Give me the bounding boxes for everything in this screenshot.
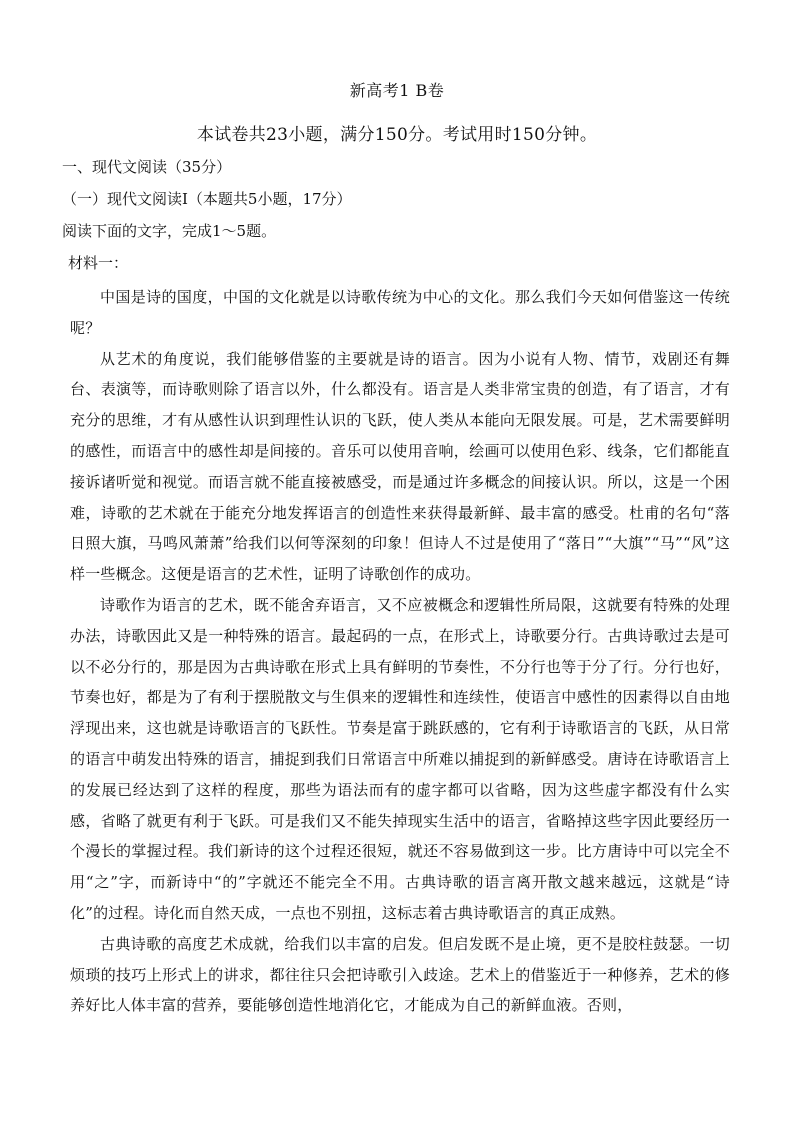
section-heading: 一、现代文阅读（35分） xyxy=(62,158,232,176)
subsection-heading: （一）现代文阅读Ⅰ（本题共5小题，17分） xyxy=(62,190,352,208)
exam-title: 新高考1 B卷 xyxy=(349,81,445,100)
passage-paragraph-4: 古典诗歌的高度艺术成就，给我们以丰富的启发。但启发既不是止境，更不是胶柱鼓瑟。一切烦琐的技巧上形式上的讲求，都往往只会把诗歌引入歧途。艺术上的借鉴近于一种修养，艺术的修养好比人体丰富的营养，要能够创造性地消化它，才能成为自己的新鲜血液。否则， xyxy=(70,934,730,1015)
material-label: 材料一： xyxy=(68,254,129,272)
passage-paragraph-3: 诗歌作为语言的艺术，既不能舍弃语言，又不应被概念和逻辑性所局限，这就要有特殊的处理办法，诗歌因此又是一种特殊的语言。最起码的一点，在形式上，诗歌要分行。古典诗歌过去是可以不必分行的，那是因为古典诗歌在形式上具有鲜明的节奏性，不分行也等于分了行。分行也好，节奏也好，都是为了有利于摆脱散文与生俱来的逻辑性和连续性，使语言中感性的因素得以自由地浮现出来，这也就是诗歌语言的飞跃性。节奏是富于跳跃感的，它有利于诗歌语言的飞跃，从日常的语言中萌发出特殊的语言，捕捉到我们日常语言中所难以捕捉到的新鲜感受。唐诗在诗歌语言上的发展已经达到了这样的程度，那些为语法而有的虚字都可以省略，因为这些虚字都没有什么实感，省略了就更有利于飞跃。可是我们又不能失掉现实生活中的语言，省略掉这些字因此要经历一个漫长的掌握过程。我们新诗的这个过程还很短，就还不容易做到这一步。比方唐诗中可以完全不用“之”字，而新诗中“的”字就还不能完全不用。古典诗歌的语言离开散文越来越远，这就是“诗化”的过程。诗化而自然天成，一点也不别扭，这标志着古典诗歌语言的真正成熟。 xyxy=(70,595,730,922)
reading-instruction: 阅读下面的文字，完成1～5题。 xyxy=(62,222,277,240)
exam-subtitle: 本试卷共23小题，满分150分。考试用时150分钟。 xyxy=(196,125,598,145)
reading-passage xyxy=(70,282,730,1021)
passage-paragraph-2: 从艺术的角度说，我们能够借鉴的主要就是诗的语言。因为小说有人物、情节，戏剧还有舞台、表演等，而诗歌则除了语言以外，什么都没有。语言是人类非常宝贵的创造，有了语言，才有充分的思维，才有从感性认识到理性认识的飞跃，使人类从本能向无限发展。可是，艺术需要鲜明的感性，而语言中的感性却是间接的。音乐可以使用音响，绘画可以使用色彩、线条，它们都能直接诉诸听觉和视觉。而语言就不能直接被感受，而是通过许多概念的间接认识。所以，这是一个困难，诗歌的艺术就在于能充分地发挥语言的创造性来获得最新鲜、最丰富的感受。杜甫的名句“落日照大旗，马鸣风萧萧”给我们以何等深刻的印象！但诗人不过是使用了“落日”“大旗”“马”“风”这样一些概念。这便是语言的艺术性，证明了诗歌创作的成功。 xyxy=(70,349,730,584)
passage-paragraph-1: 中国是诗的国度，中国的文化就是以诗歌传统为中心的文化。那么我们今天如何借鉴这一传统呢？ xyxy=(70,288,730,337)
